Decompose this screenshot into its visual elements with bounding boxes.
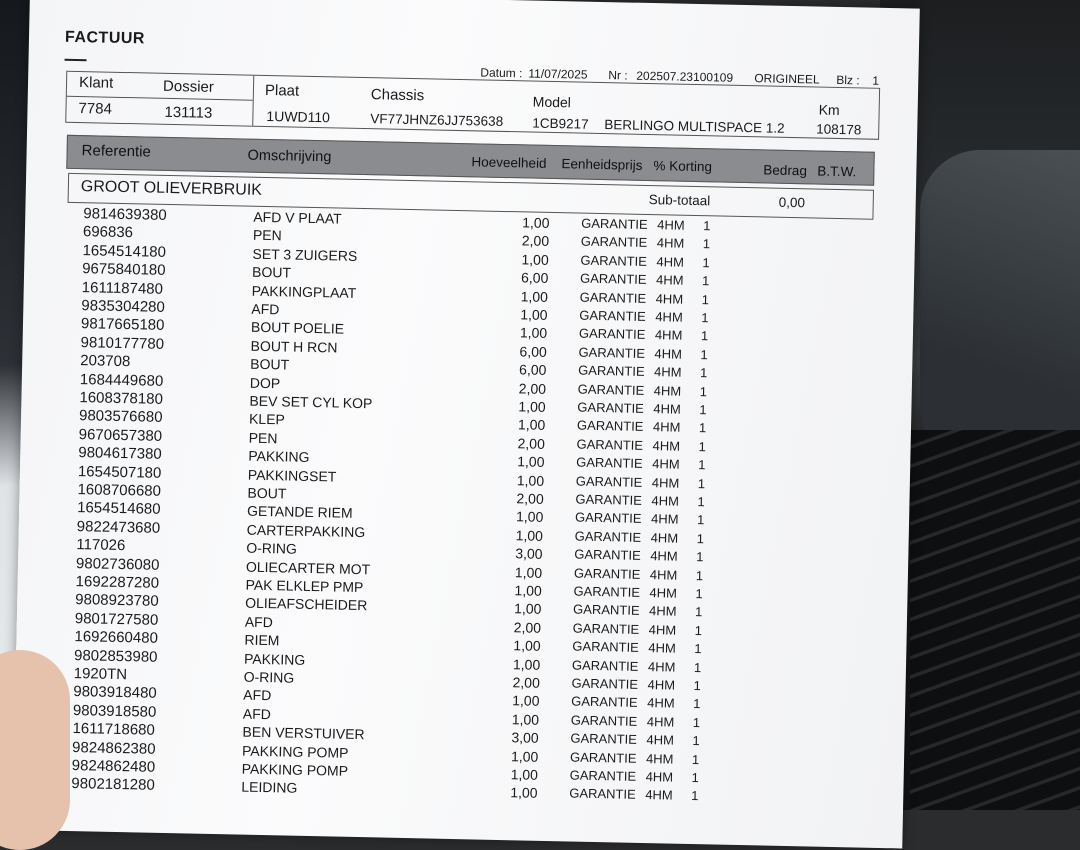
- line-description: BOUT: [251, 263, 292, 281]
- line-reference: 1692660480: [74, 628, 159, 648]
- client-value: 7784: [78, 100, 113, 118]
- col-discount: % Korting: [653, 158, 713, 175]
- line-quantity: 1,00: [510, 766, 539, 783]
- line-vat: 1: [694, 604, 703, 620]
- line-vat: 1: [701, 310, 709, 326]
- line-vat: 1: [698, 438, 706, 455]
- line-description: AFD: [242, 705, 272, 722]
- line-description: PAKKINGPLAAT: [251, 282, 357, 301]
- line-unit-price: GARANTIE: [578, 325, 646, 343]
- line-reference: 1608706680: [77, 481, 162, 500]
- line-quantity: 1,00: [513, 637, 541, 655]
- col-amount: Bedrag: [763, 162, 808, 179]
- line-reference: 9804617380: [78, 444, 162, 464]
- line-unit-price: GARANTIE: [569, 785, 636, 803]
- line-description: BOUT: [250, 355, 290, 373]
- line-vat: 1: [692, 733, 700, 749]
- line-discount-code: 4HM: [653, 382, 682, 399]
- line-reference: 9803576680: [78, 407, 163, 427]
- line-unit-price: GARANTIE: [571, 657, 639, 674]
- line-discount-code: 4HM: [656, 235, 685, 252]
- line-discount-code: 4HM: [655, 272, 684, 288]
- number-label: Nr :: [608, 68, 628, 83]
- line-unit-price: GARANTIE: [580, 252, 648, 269]
- line-vat: 1: [696, 512, 705, 528]
- line-reference: 696836: [82, 223, 134, 242]
- col-vat: B.T.W.: [817, 163, 857, 180]
- col-description: Omschrijving: [247, 147, 332, 166]
- line-vat: 1: [700, 346, 708, 363]
- line-reference: 203708: [80, 352, 131, 371]
- dossier-label: Dossier: [162, 77, 215, 96]
- line-unit-price: GARANTIE: [576, 417, 644, 435]
- invoice-title: FACTUUR: [64, 28, 146, 48]
- line-unit-price: GARANTIE: [574, 528, 642, 545]
- col-quantity: Hoeveelheid: [471, 154, 547, 171]
- model-code: 1CB9217: [532, 115, 589, 132]
- line-reference: 9808923780: [75, 591, 159, 611]
- line-reference: 9810177780: [80, 333, 165, 353]
- line-quantity: 1,00: [518, 398, 546, 415]
- line-vat: 1: [695, 586, 703, 602]
- line-unit-price: GARANTIE: [570, 730, 638, 748]
- line-reference: 9822473680: [76, 517, 161, 537]
- line-quantity: 6,00: [518, 361, 547, 379]
- line-unit-price: GARANTIE: [571, 675, 639, 692]
- invoice-paper: [12, 0, 919, 848]
- date-value: 11/07/2025: [528, 66, 588, 82]
- line-discount-code: 4HM: [651, 474, 680, 491]
- line-reference: 9670657380: [78, 425, 163, 445]
- line-unit-price: GARANTIE: [572, 638, 639, 656]
- line-description: RIEM: [244, 631, 280, 649]
- line-quantity: 2,00: [518, 379, 547, 397]
- line-quantity: 1,00: [510, 747, 539, 765]
- line-discount-code: 4HM: [650, 529, 679, 546]
- line-vat: 1: [691, 751, 700, 767]
- line-quantity: 1,00: [510, 784, 538, 802]
- client-label: Klant: [78, 74, 114, 92]
- line-unit-price: GARANTIE: [573, 583, 641, 600]
- chassis-label: Chassis: [370, 86, 425, 105]
- line-discount-code: 4HM: [648, 640, 676, 656]
- line-vat: 1: [701, 273, 710, 289]
- line-description: OLIECARTER MOT: [245, 558, 371, 577]
- line-reference: 1684449680: [79, 370, 164, 390]
- line-discount-code: 4HM: [646, 713, 675, 730]
- line-unit-price: GARANTIE: [575, 473, 643, 490]
- line-vat: 1: [692, 714, 701, 730]
- line-discount-code: 4HM: [645, 750, 674, 767]
- line-quantity: 2,00: [512, 674, 541, 691]
- line-quantity: 6,00: [520, 269, 549, 287]
- line-vat: 1: [693, 659, 702, 675]
- line-discount-code: 4HM: [647, 658, 676, 675]
- line-vat: 1: [702, 236, 711, 252]
- line-description: GETANDE RIEM: [246, 503, 353, 522]
- line-description: BEN VERSTUIVER: [242, 723, 365, 743]
- line-discount-code: 4HM: [656, 253, 685, 270]
- line-reference: 9824862480: [71, 757, 156, 776]
- line-vat: 1: [698, 457, 706, 473]
- line-reference: 9803918480: [73, 683, 157, 703]
- line-reference: 9814639380: [83, 205, 167, 224]
- section-title: GROOT OLIEVERBRUIK: [80, 178, 263, 199]
- line-description: AFD: [251, 300, 280, 318]
- line-unit-price: GARANTIE: [579, 270, 647, 288]
- line-quantity: 1,00: [522, 214, 550, 231]
- line-reference: 9817665180: [80, 315, 165, 335]
- plate-label: Plaat: [264, 81, 300, 100]
- line-reference: 1692287280: [75, 573, 160, 592]
- line-vat: 1: [701, 291, 710, 307]
- original-label: ORIGINEEL: [754, 71, 820, 87]
- line-quantity: 1,00: [512, 692, 540, 710]
- line-quantity: 2,00: [513, 619, 542, 636]
- line-unit-price: GARANTIE: [572, 620, 640, 637]
- line-unit-price: GARANTIE: [569, 749, 637, 766]
- header-box-separator: [252, 76, 254, 126]
- page-value: 1: [872, 73, 880, 88]
- line-quantity: 6,00: [519, 343, 547, 360]
- line-vat: 1: [703, 218, 711, 234]
- line-vat: 1: [691, 788, 699, 804]
- line-discount-code: 4HM: [649, 585, 678, 601]
- line-description: BEV SET CYL KOP: [249, 392, 373, 412]
- line-quantity: 1,00: [514, 563, 543, 581]
- line-discount-code: 4HM: [650, 548, 678, 564]
- subtotal-label: Sub-totaal: [648, 192, 711, 209]
- line-vat: 1: [699, 383, 708, 399]
- line-unit-price: GARANTIE: [581, 215, 648, 232]
- line-unit-price: GARANTIE: [569, 767, 637, 784]
- line-reference: 1654507180: [77, 462, 162, 482]
- line-unit-price: GARANTIE: [577, 362, 645, 380]
- line-discount-code: 4HM: [655, 309, 683, 325]
- line-quantity: 1,00: [517, 453, 545, 471]
- line-discount-code: 4HM: [647, 677, 676, 693]
- line-discount-code: 4HM: [649, 566, 678, 583]
- line-description: OLIEAFSCHEIDER: [245, 595, 368, 614]
- line-description: PAKKING POMP: [241, 760, 349, 779]
- line-reference: 1608378180: [79, 389, 164, 408]
- km-label: Km: [818, 101, 840, 118]
- line-description: CARTERPAKKING: [246, 521, 366, 540]
- line-unit-price: GARANTIE: [576, 436, 644, 453]
- line-reference: 9802181280: [71, 775, 155, 795]
- line-description: PEN: [248, 429, 278, 447]
- line-unit-price: GARANTIE: [574, 509, 642, 527]
- line-vat: 1: [693, 696, 701, 712]
- line-vat: 1: [699, 365, 708, 381]
- line-description: PAK ELKLEP PMP: [245, 576, 364, 596]
- line-discount-code: 4HM: [652, 456, 680, 472]
- line-discount-code: 4HM: [650, 511, 679, 528]
- line-discount-code: 4HM: [647, 695, 675, 712]
- line-discount-code: 4HM: [654, 327, 683, 344]
- line-quantity: 3,00: [515, 545, 543, 563]
- line-reference: 1920TN: [73, 665, 128, 684]
- line-unit-price: GARANTIE: [572, 601, 640, 619]
- line-discount-code: 4HM: [655, 290, 684, 307]
- col-reference: Referentie: [81, 142, 152, 161]
- line-discount-code: 4HM: [654, 345, 683, 362]
- plate-value: 1UWD110: [266, 107, 331, 126]
- line-description: AFD: [244, 613, 273, 631]
- line-quantity: 2,00: [517, 435, 546, 452]
- line-unit-price: GARANTIE: [574, 546, 641, 564]
- line-discount-code: 4HM: [652, 419, 681, 436]
- line-vat: 1: [696, 530, 705, 547]
- line-description: PAKKING POMP: [241, 742, 349, 761]
- car-floor-mat: [910, 430, 1080, 810]
- line-unit-price: GARANTIE: [579, 289, 647, 306]
- line-reference: 9801727580: [74, 609, 159, 629]
- line-reference: 9824862380: [71, 738, 156, 758]
- line-unit-price: GARANTIE: [571, 693, 638, 711]
- line-quantity: 1,00: [516, 471, 545, 489]
- line-quantity: 1,00: [520, 287, 549, 305]
- title-underline: [65, 59, 87, 61]
- line-discount-code: 4HM: [648, 603, 677, 620]
- line-description: BOUT POELIE: [250, 319, 345, 338]
- line-description: DOP: [249, 374, 281, 391]
- line-vat: 1: [702, 254, 710, 271]
- line-discount-code: 4HM: [657, 217, 685, 233]
- line-vat: 1: [695, 567, 704, 583]
- line-unit-price: GARANTIE: [579, 307, 646, 324]
- line-description: BOUT H RCN: [250, 337, 338, 356]
- date-label: Datum :: [480, 65, 523, 81]
- line-discount-code: 4HM: [646, 732, 675, 748]
- line-vat: 1: [700, 328, 709, 344]
- line-description: PEN: [252, 227, 282, 244]
- col-unit-price: Eenheidsprijs: [561, 156, 643, 173]
- car-seat: [920, 150, 1080, 450]
- line-quantity: 1,00: [514, 582, 542, 599]
- line-vat: 1: [694, 622, 703, 639]
- line-description: O-RING: [246, 539, 298, 557]
- line-vat: 1: [697, 475, 706, 491]
- line-vat: 1: [696, 549, 704, 565]
- line-reference: 117026: [76, 536, 126, 555]
- line-reference: 9675840180: [81, 260, 166, 280]
- line-description: PAKKING: [248, 447, 310, 466]
- line-discount-code: 4HM: [653, 401, 681, 417]
- holding-thumb: [0, 650, 70, 850]
- line-quantity: 2,00: [521, 232, 550, 250]
- line-discount-code: 4HM: [648, 621, 677, 638]
- number-value: 202507.23100109: [636, 68, 734, 85]
- line-discount-code: 4HM: [652, 437, 681, 454]
- line-quantity: 1,00: [517, 416, 546, 434]
- line-quantity: 1,00: [511, 711, 540, 728]
- line-reference: 9802736080: [75, 554, 160, 574]
- line-description: LEIDING: [241, 778, 298, 797]
- line-unit-price: GARANTIE: [570, 712, 638, 729]
- line-unit-price: GARANTIE: [573, 565, 641, 582]
- line-quantity: 3,00: [511, 729, 539, 747]
- line-reference: 9802853980: [73, 646, 158, 666]
- page-label: Blz :: [836, 72, 860, 88]
- chassis-value: VF77JHNZ6JJ753638: [370, 111, 504, 129]
- line-description: AFD V PLAAT: [253, 208, 342, 227]
- line-vat: 1: [691, 770, 700, 786]
- line-discount-code: 4HM: [651, 493, 680, 509]
- line-discount-code: 4HM: [645, 787, 673, 804]
- line-quantity: 1,00: [515, 527, 544, 544]
- line-description: PAKKING: [243, 650, 306, 668]
- line-unit-price: GARANTIE: [577, 399, 644, 416]
- line-unit-price: GARANTIE: [575, 491, 643, 508]
- line-description: PAKKINGSET: [247, 466, 337, 485]
- line-unit-price: GARANTIE: [578, 344, 646, 361]
- line-quantity: 1,00: [519, 324, 548, 342]
- line-description: SET 3 ZUIGERS: [252, 245, 358, 264]
- line-quantity: 1,00: [515, 508, 544, 526]
- subtotal-value: 0,00: [778, 194, 806, 211]
- dossier-value: 131113: [164, 103, 213, 122]
- line-quantity: 1,00: [520, 306, 548, 323]
- line-reference: 9835304280: [81, 297, 165, 316]
- line-unit-price: GARANTIE: [577, 381, 645, 398]
- line-vat: 1: [699, 402, 707, 418]
- line-reference: 9803918580: [72, 701, 157, 721]
- line-reference: 1654514680: [76, 499, 161, 519]
- km-value: 108178: [816, 121, 862, 138]
- line-quantity: 1,00: [513, 600, 542, 618]
- line-reference: 1654514180: [82, 241, 167, 261]
- line-vat: 1: [693, 678, 701, 694]
- line-reference: 1611187480: [81, 278, 164, 298]
- line-quantity: 1,00: [521, 251, 549, 268]
- line-vat: 1: [697, 494, 705, 510]
- line-description: O-RING: [243, 668, 295, 686]
- line-quantity: 1,00: [512, 655, 541, 673]
- model-name: BERLINGO MULTISPACE 1.2: [604, 117, 785, 136]
- line-quantity: 2,00: [516, 490, 544, 507]
- line-reference: 1611718680: [72, 720, 156, 739]
- line-description: BOUT: [247, 484, 287, 502]
- line-description: KLEP: [248, 411, 286, 428]
- line-description: AFD: [243, 687, 272, 704]
- line-vat: 1: [694, 641, 702, 657]
- line-discount-code: 4HM: [645, 769, 674, 785]
- line-discount-code: 4HM: [653, 364, 682, 380]
- line-vat: 1: [698, 420, 707, 436]
- line-unit-price: GARANTIE: [580, 233, 648, 251]
- model-label: Model: [532, 93, 572, 111]
- line-unit-price: GARANTIE: [576, 454, 643, 472]
